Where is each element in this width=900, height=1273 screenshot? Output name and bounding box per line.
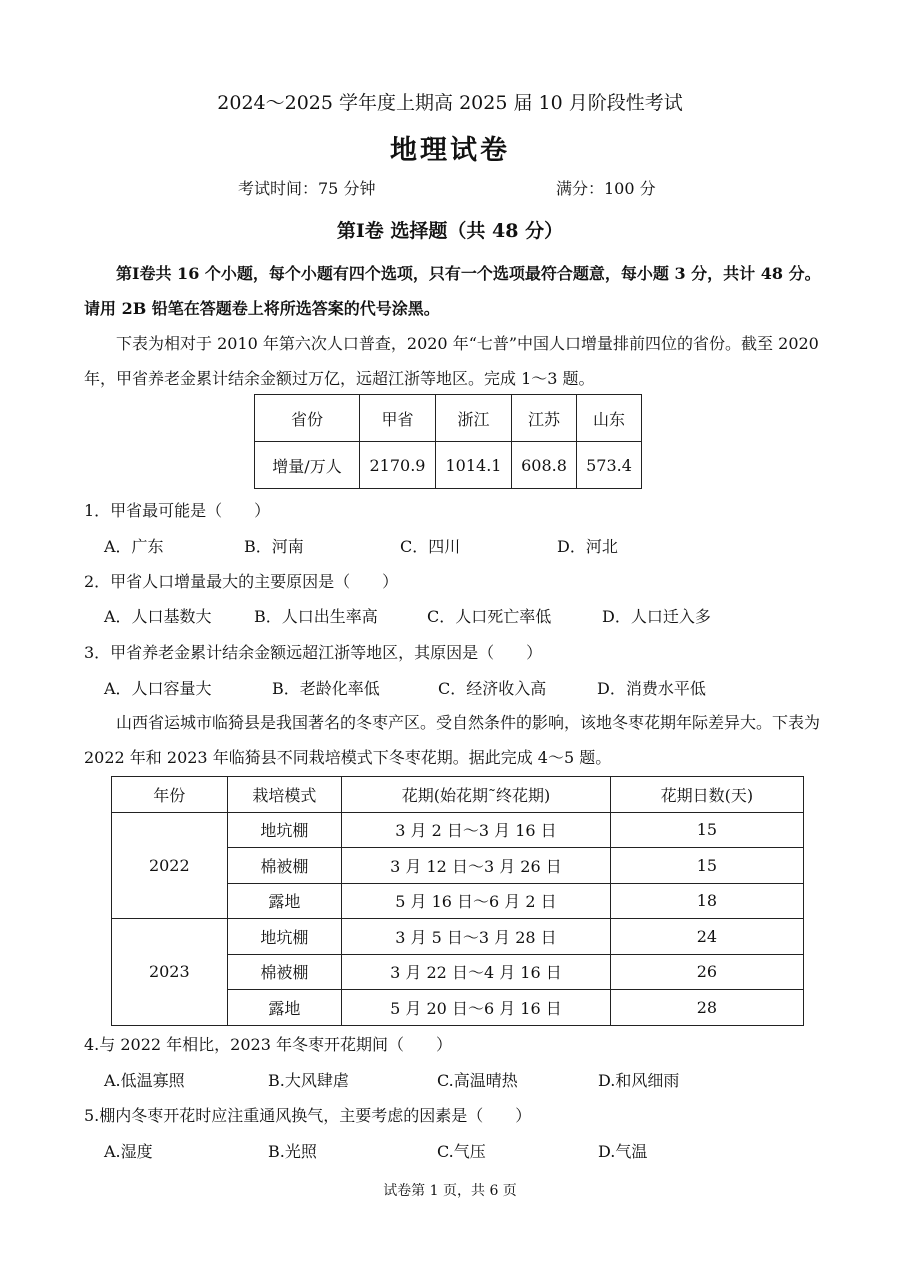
mode-cell: 棉被棚 bbox=[227, 848, 341, 884]
period-cell: 3 月 12 日～3 月 26 日 bbox=[342, 848, 611, 884]
period-cell: 3 月 22 日～4 月 16 日 bbox=[342, 954, 611, 990]
exam-time: 考试时间：75 分钟 bbox=[238, 179, 376, 198]
question-1-option-b: B．河南 bbox=[244, 537, 304, 556]
days-cell: 28 bbox=[610, 990, 803, 1026]
days-cell: 18 bbox=[610, 883, 803, 919]
page-footer: 试卷第 1 页，共 6 页 bbox=[383, 1183, 517, 1199]
table-header-row bbox=[255, 395, 642, 442]
table-cell: 1014.1 bbox=[436, 442, 512, 489]
table-cell: 573.4 bbox=[577, 442, 642, 489]
question-5-option-d: D.气温 bbox=[598, 1142, 648, 1161]
table-cell: 608.8 bbox=[512, 442, 577, 489]
question-2-option-b: B．人口出生率高 bbox=[254, 607, 378, 626]
subject-title: 地理试卷 bbox=[390, 135, 510, 166]
table-row bbox=[255, 442, 642, 489]
question-3-option-a: A．人口容量大 bbox=[104, 679, 212, 698]
table-header-cell: 浙江 bbox=[436, 395, 512, 442]
table-row bbox=[112, 919, 804, 955]
section-title: 第Ⅰ卷 选择题（共 48 分） bbox=[336, 220, 564, 242]
period-cell: 3 月 5 日～3 月 28 日 bbox=[342, 919, 611, 955]
question-1: 1．甲省最可能是（ ） bbox=[84, 501, 271, 520]
question-5-option-b: B.光照 bbox=[268, 1142, 317, 1161]
question-3-option-d: D．消费水平低 bbox=[597, 679, 706, 698]
table-header-row bbox=[112, 777, 804, 813]
mode-cell: 地坑棚 bbox=[227, 919, 341, 955]
days-cell: 26 bbox=[610, 954, 803, 990]
year-cell: 2023 bbox=[112, 919, 228, 1026]
full-score: 满分：100 分 bbox=[556, 179, 656, 198]
question-5-option-a: A.湿度 bbox=[104, 1142, 153, 1161]
question-5: 5.棚内冬枣开花时应注重通风换气，主要考虑的因素是（ ） bbox=[84, 1106, 532, 1125]
days-cell: 15 bbox=[610, 812, 803, 848]
table-row bbox=[112, 812, 804, 848]
question-3: 3．甲省养老金累计结余金额远超江浙等地区，其原因是（ ） bbox=[84, 643, 543, 662]
period-cell: 5 月 16 日～6 月 2 日 bbox=[342, 883, 611, 919]
question-2-option-a: A．人口基数大 bbox=[104, 607, 212, 626]
period-cell: 5 月 20 日～6 月 16 日 bbox=[342, 990, 611, 1026]
mode-cell: 地坑棚 bbox=[227, 812, 341, 848]
question-2-option-d: D．人口迁入多 bbox=[602, 607, 711, 626]
question-1-option-c: C．四川 bbox=[400, 537, 461, 556]
table-header-cell: 甲省 bbox=[360, 395, 436, 442]
mode-cell: 棉被棚 bbox=[227, 954, 341, 990]
question-4-option-c: C.高温晴热 bbox=[437, 1071, 518, 1090]
period-cell: 3 月 2 日～3 月 16 日 bbox=[342, 812, 611, 848]
table-header-cell: 栽培模式 bbox=[227, 777, 341, 813]
question-3-option-c: C．经济收入高 bbox=[438, 679, 547, 698]
population-increase-table bbox=[254, 394, 642, 489]
days-cell: 15 bbox=[610, 848, 803, 884]
table-cell: 2170.9 bbox=[360, 442, 436, 489]
table-header-cell: 山东 bbox=[577, 395, 642, 442]
question-1-option-a: A．广东 bbox=[104, 537, 164, 556]
section-instructions: 第Ⅰ卷共 16 个小题，每个小题有四个选项，只有一个选项最符合题意，每小题 3 分，共计 48 分。请用 2B 铅笔在答题卷上将所选答案的代号涂黑。 bbox=[84, 264, 821, 318]
question-1-option-d: D．河北 bbox=[557, 537, 618, 556]
exam-title: 2024～2025 学年度上期高 2025 届 10 月阶段性考试 bbox=[217, 92, 683, 114]
question-4-option-b: B.大风肆虐 bbox=[268, 1071, 349, 1090]
question-2-option-c: C．人口死亡率低 bbox=[427, 607, 552, 626]
mode-cell: 露地 bbox=[227, 990, 341, 1026]
question-4-option-a: A.低温寡照 bbox=[104, 1071, 185, 1090]
table-header-cell: 花期(始花期˜终花期) bbox=[342, 777, 611, 813]
question-5-option-c: C.气压 bbox=[437, 1142, 486, 1161]
question-3-option-b: B．老龄化率低 bbox=[272, 679, 380, 698]
mode-cell: 露地 bbox=[227, 883, 341, 919]
table-header-cell: 花期日数(天) bbox=[610, 777, 803, 813]
table-header-cell: 省份 bbox=[255, 395, 360, 442]
material-paragraph-2: 山西省运城市临猗县是我国著名的冬枣产区。受自然条件的影响，该地冬枣花期年际差异大。下表为 2022 年和 2023 年临猗县不同栽培模式下冬枣花期。据此完成 4～5 题。 bbox=[84, 713, 821, 767]
jujube-flowering-table bbox=[111, 776, 804, 1026]
table-header-cell: 年份 bbox=[112, 777, 228, 813]
question-4-option-d: D.和风细雨 bbox=[598, 1071, 680, 1090]
question-4: 4.与 2022 年相比，2023 年冬枣开花期间（ ） bbox=[84, 1035, 452, 1054]
question-2: 2．甲省人口增量最大的主要原因是（ ） bbox=[84, 572, 399, 591]
material-paragraph-1: 下表为相对于 2010 年第六次人口普查，2020 年“七普”中国人口增量排前四位的省份。截至 2020 年，甲省养老金累计结余金额过万亿，远超江浙等地区。完成 1～3 题。 bbox=[84, 334, 819, 388]
table-header-cell: 江苏 bbox=[512, 395, 577, 442]
table-cell: 增量/万人 bbox=[255, 442, 360, 489]
year-cell: 2022 bbox=[112, 812, 228, 919]
days-cell: 24 bbox=[610, 919, 803, 955]
